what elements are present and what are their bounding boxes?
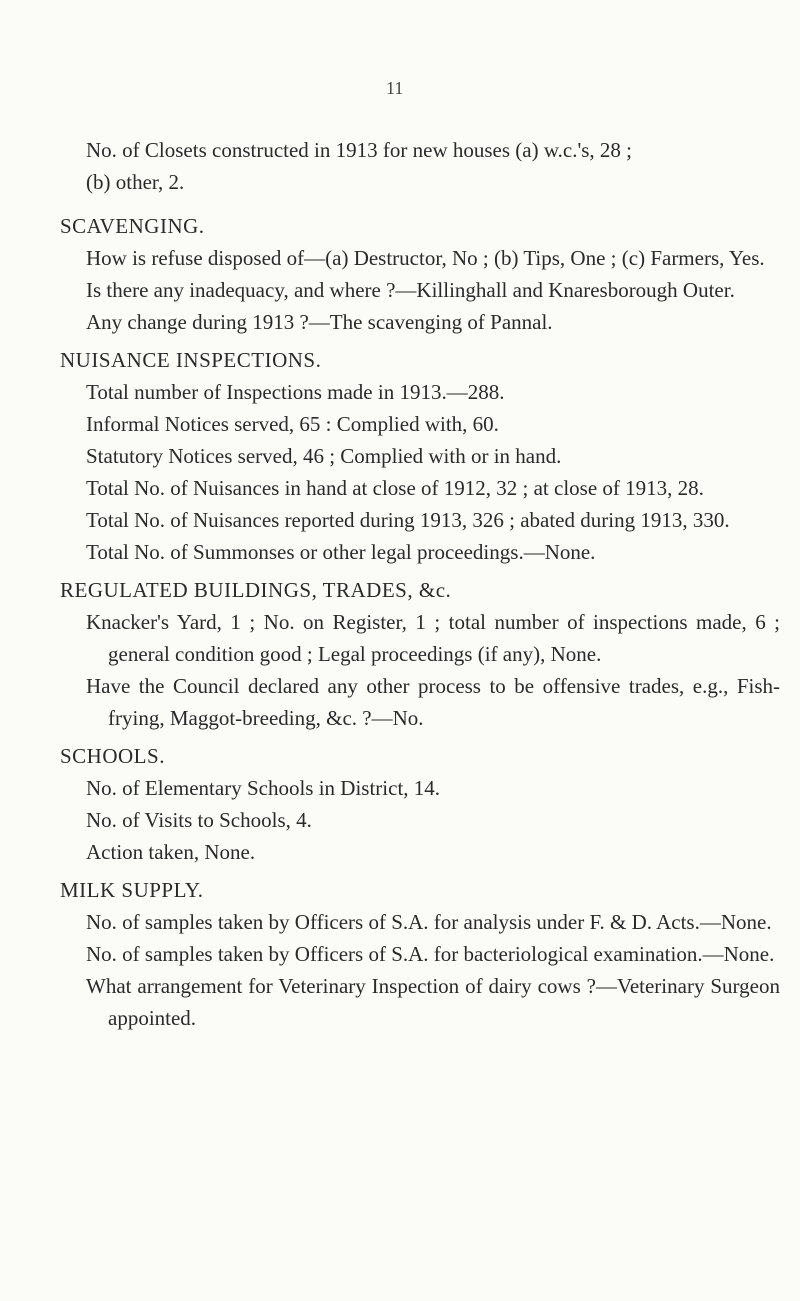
milk-item: No. of samples taken by Officers of S.A. for analysis under F. & D. Acts.—None. (86, 910, 772, 934)
regulated-item: Have the Council declared any other process to be offensive trades, e.g., Fish-frying, Maggot-breeding, &c. ?—No. (86, 674, 780, 730)
scavenging-item: Any change during 1913 ?—The scavenging of Pannal. (86, 310, 553, 334)
section-heading-schools: SCHOOLS. (60, 744, 165, 768)
scavenging-item: How is refuse disposed of—(a) Destructor, No ; (b) Tips, One ; (c) Farmers, Yes. (86, 246, 765, 270)
nuisance-item: Total No. of Summonses or other legal proceedings.—None. (86, 540, 596, 564)
page-number: 11 (386, 78, 404, 98)
nuisance-item: Total No. of Nuisances reported during 1913, 326 ; abated during 1913, 330. (86, 508, 730, 532)
nuisance-item: Statutory Notices served, 46 ; Complied with or in hand. (86, 444, 562, 468)
milk-item: What arrangement for Veterinary Inspection of dairy cows ?—Veterinary Surgeon appointed. (86, 974, 780, 1030)
schools-item: No. of Visits to Schools, 4. (86, 808, 312, 832)
section-heading-scavenging: SCAVENGING. (60, 214, 205, 238)
closets-line-2: (b) other, 2. (86, 170, 185, 194)
nuisance-item: Total number of Inspections made in 1913.—288. (86, 380, 505, 404)
scavenging-item: Is there any inadequacy, and where ?—Killinghall and Knaresborough Outer. (86, 278, 735, 302)
section-heading-regulated: REGULATED BUILDINGS, TRADES, &c. (60, 578, 452, 602)
regulated-item: Knacker's Yard, 1 ; No. on Register, 1 ; total number of inspections made, 6 ; general condition good ; Legal proceedings (if any), None. (86, 610, 780, 666)
closets-line-1: No. of Closets constructed in 1913 for new houses (a) w.c.'s, 28 ; (86, 138, 632, 162)
schools-item: No. of Elementary Schools in District, 14. (86, 776, 441, 800)
nuisance-item: Total No. of Nuisances in hand at close of 1912, 32 ; at close of 1913, 28. (86, 476, 704, 500)
schools-item: Action taken, None. (86, 840, 256, 864)
document-body (60, 134, 780, 1034)
section-heading-nuisance: NUISANCE INSPECTIONS. (60, 348, 322, 372)
section-heading-milk: MILK SUPPLY. (60, 878, 204, 902)
nuisance-item: Informal Notices served, 65 : Complied with, 60. (86, 412, 499, 436)
closets-paragraph (86, 134, 780, 198)
milk-item: No. of samples taken by Officers of S.A. for bacteriological examination.—None. (86, 942, 775, 966)
